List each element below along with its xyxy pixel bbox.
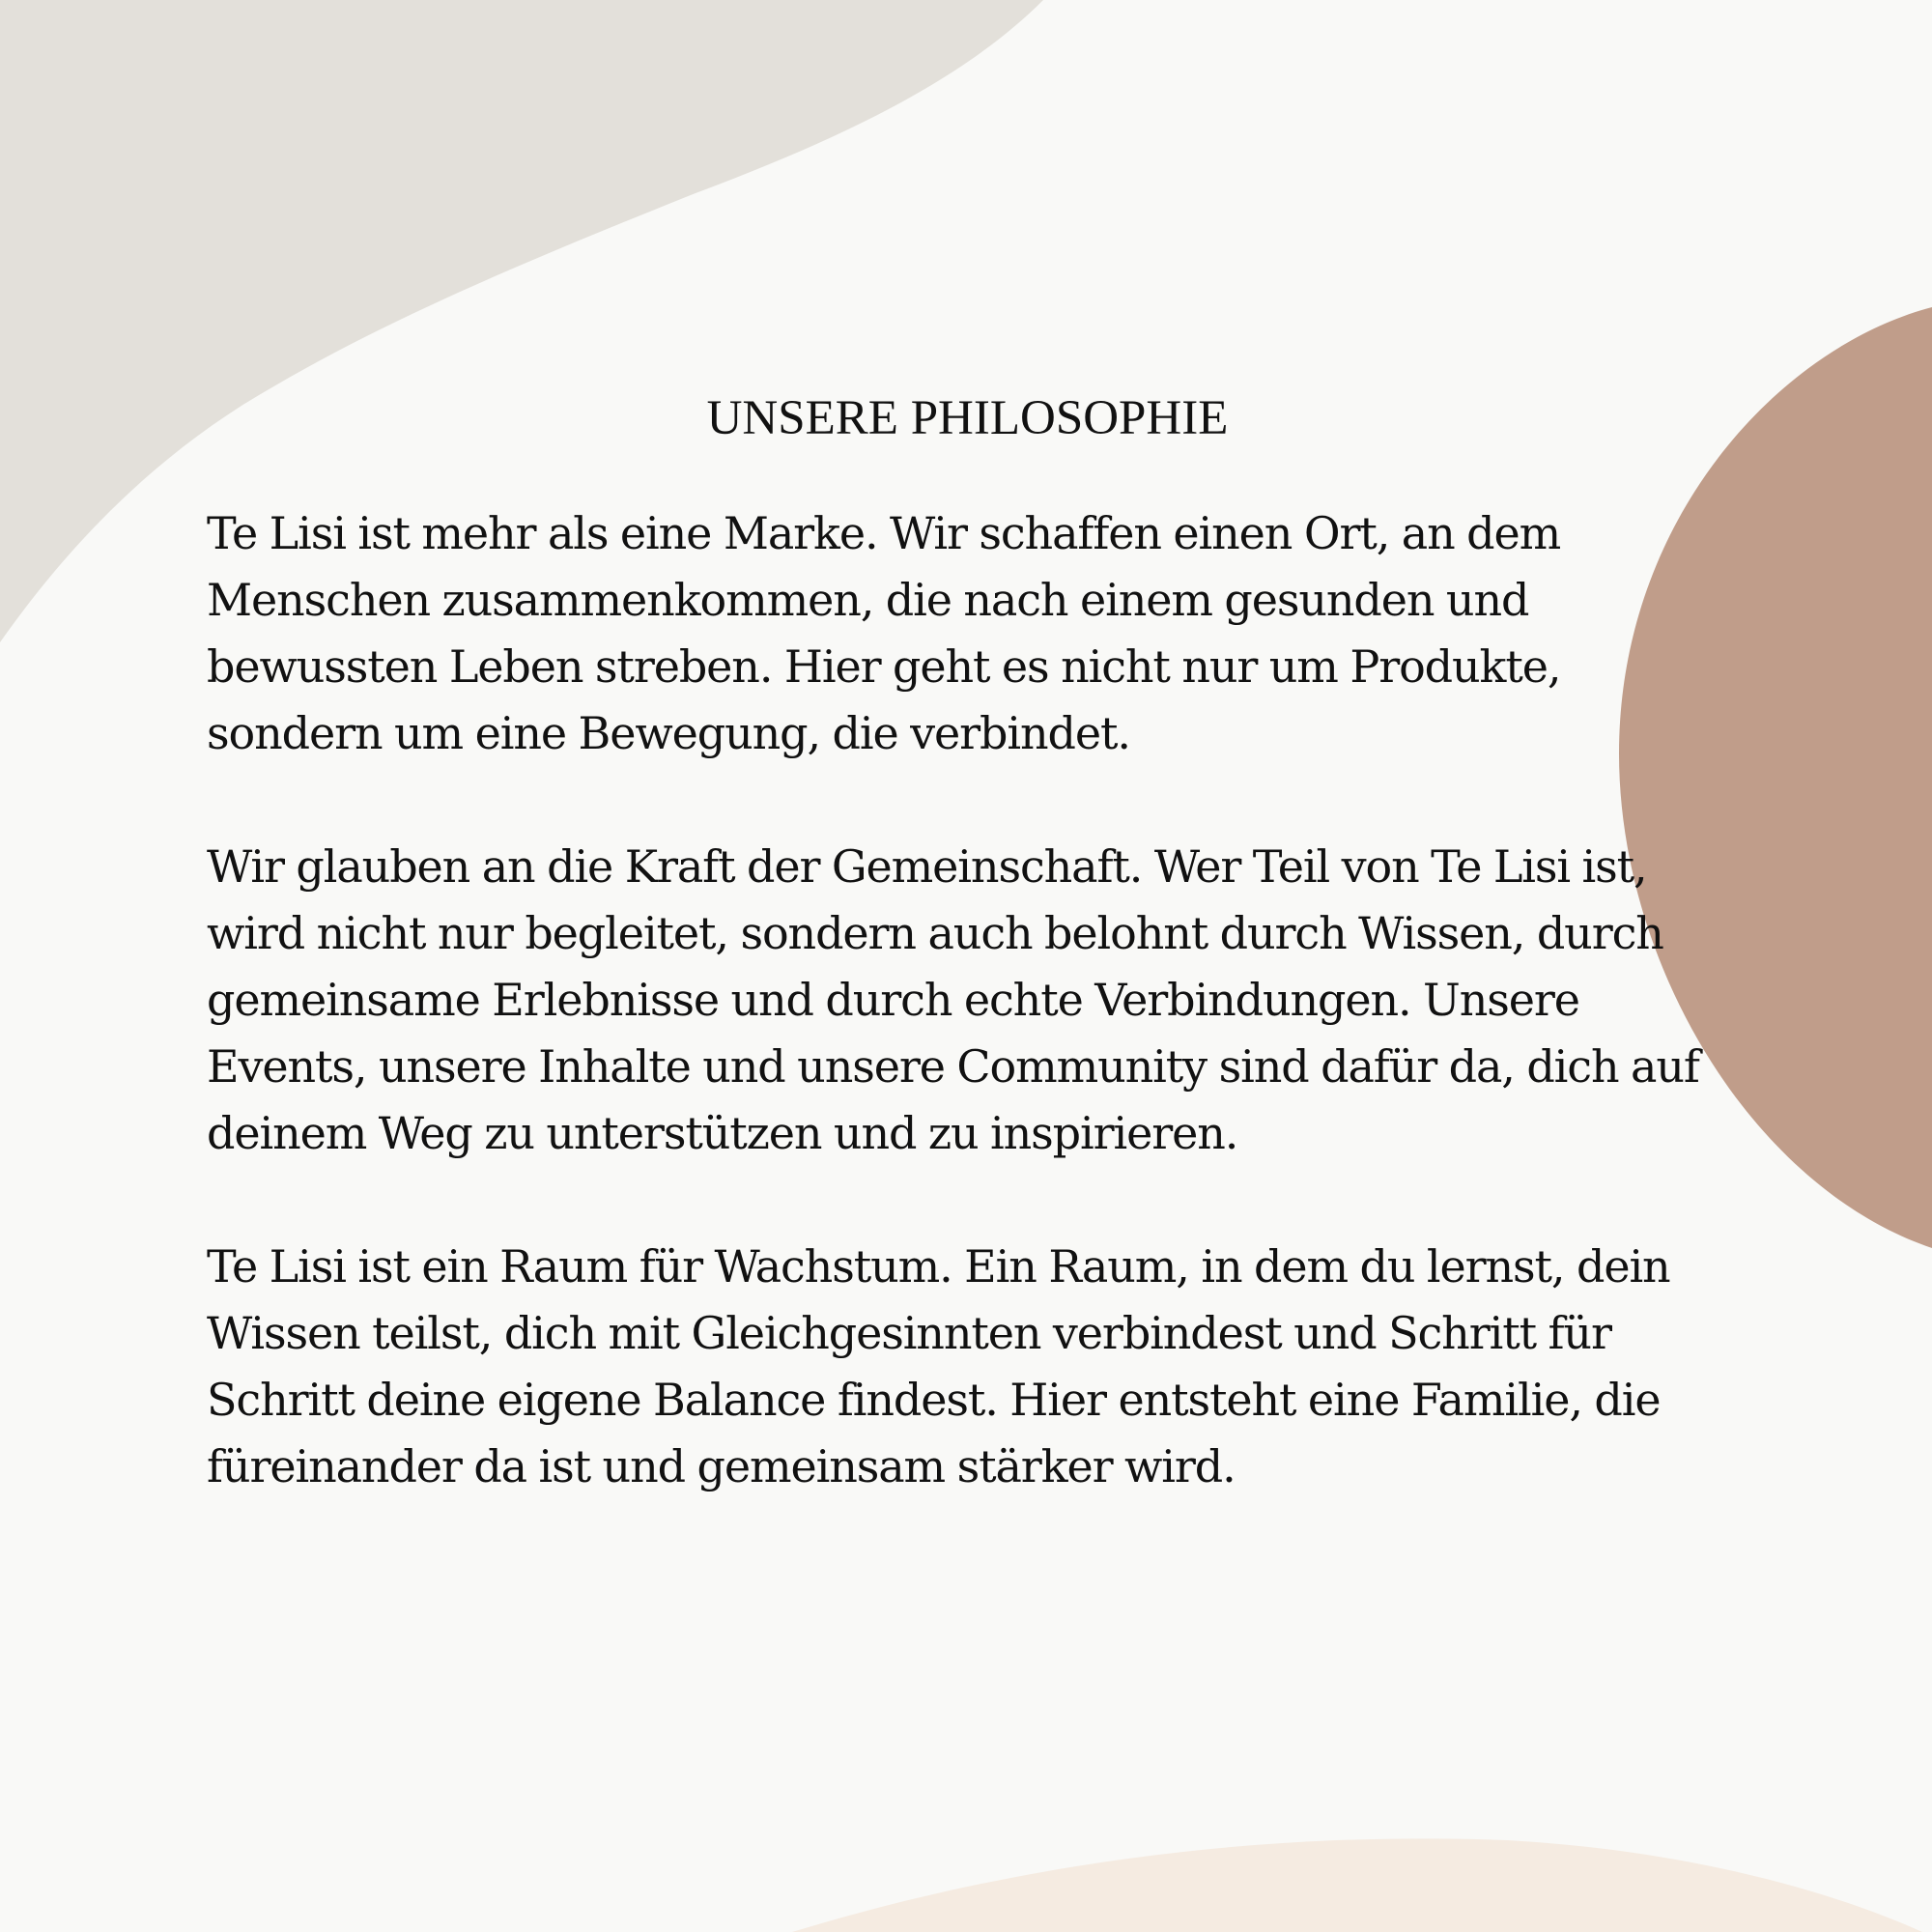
paragraph-brand-intro: Te Lisi ist mehr als eine Marke. Wir schaffen einen Ort, an dem Menschen zusammenkommen, die nach einem gesunden und bewussten Leben streben. Hier geht es nicht nur um Produkte, sondern um eine Bewegung, die verbindet. bbox=[207, 507, 1561, 760]
philosophy-section bbox=[207, 391, 1733, 1500]
paragraph-community: Wir glauben an die Kraft der Gemeinschaft. Wer Teil von Te Lisi ist, wird nicht nur begleitet, sondern auch belohnt durch Wissen, durch gemeinsame Erlebnisse und durch echte Verbindungen. Unsere Events, unsere Inhalte und unsere Community sind dafür da, dich auf deinem Weg zu unterstützen und zu inspirieren. bbox=[207, 840, 1699, 1160]
page-title: UNSERE PHILOSOPHIE bbox=[706, 391, 1229, 445]
paragraph-growth: Te Lisi ist ein Raum für Wachstum. Ein Raum, in dem du lernst, dein Wissen teilst, dich mit Gleichgesinnten verbindest und Schritt für Schritt deine eigene Balance findest. Hier entsteht eine Familie, die füreinander da ist und gemeinsam stärker wird. bbox=[207, 1240, 1670, 1493]
bottom-arc-shape bbox=[792, 1838, 1922, 1932]
